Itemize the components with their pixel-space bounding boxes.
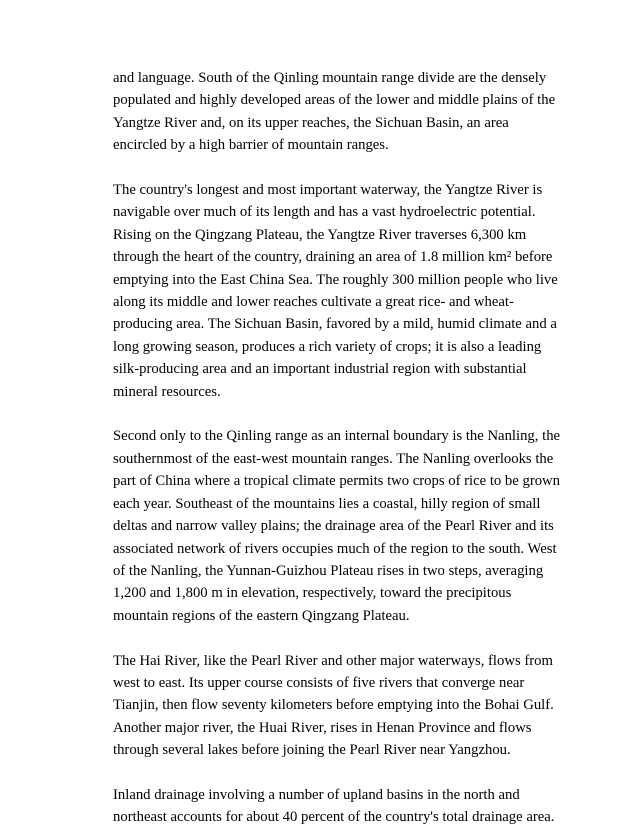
paragraph: Inland drainage involving a number of upland basins in the north and northeast accounts for about 40 percent of the country's total drainage area. — [113, 786, 555, 826]
paragraph: and language. South of the Qinling mountain range divide are the densely populated and highly developed areas of the lower and middle plains of the Yangtze River and, on its upper reaches, the Sichuan Basin, an area encircled by a high barrier of mountain ranges. — [113, 70, 556, 154]
document-body — [113, 67, 565, 829]
paragraph: Second only to the Qinling range as an internal boundary is the Nanling, the southernmost of the east-west mountain ranges. The Nanling overlooks the part of China where a tropical climate permits two crops of rice to be grown each year. Southeast of the mountains lies a coastal, hilly region of small deltas and narrow valley plains; the drainage area of the Pearl River and its associated network of rivers occupies much of the region to the south. West of the Nanling, the Yunnan-Guizhou Plateau rises in two steps, averaging 1,200 and 1,800 m in elevation, respectively, toward the precipitous mountain regions of the eastern Qingzang Plateau. — [113, 428, 561, 624]
paragraph: The country's longest and most important waterway, the Yangtze River is navigable over much of its length and has a vast hydroelectric potential. Rising on the Qingzang Plateau, the Yangtze River traverses 6,300 km through the heart of the country, draining an area of 1.8 million km² before emptying into the East China Sea. The roughly 300 million people who live along its middle and lower reaches cultivate a great rice- and wheat- producing area. The Sichuan Basin, favored by a mild, humid climate and a long growing season, produces a rich variety of crops; it is also a leading silk-producing area and an important industrial region with substantial mineral resources. — [113, 182, 558, 400]
paragraph: The Hai River, like the Pearl River and other major waterways, flows from west to east. Its upper course consists of five rivers that converge near Tianjin, then flow seventy kilometers before emptying into the Bohai Gulf. Another major river, the Huai River, rises in Henan Province and flows through several lakes before joining the Pearl River near Yangzhou. — [113, 652, 554, 759]
